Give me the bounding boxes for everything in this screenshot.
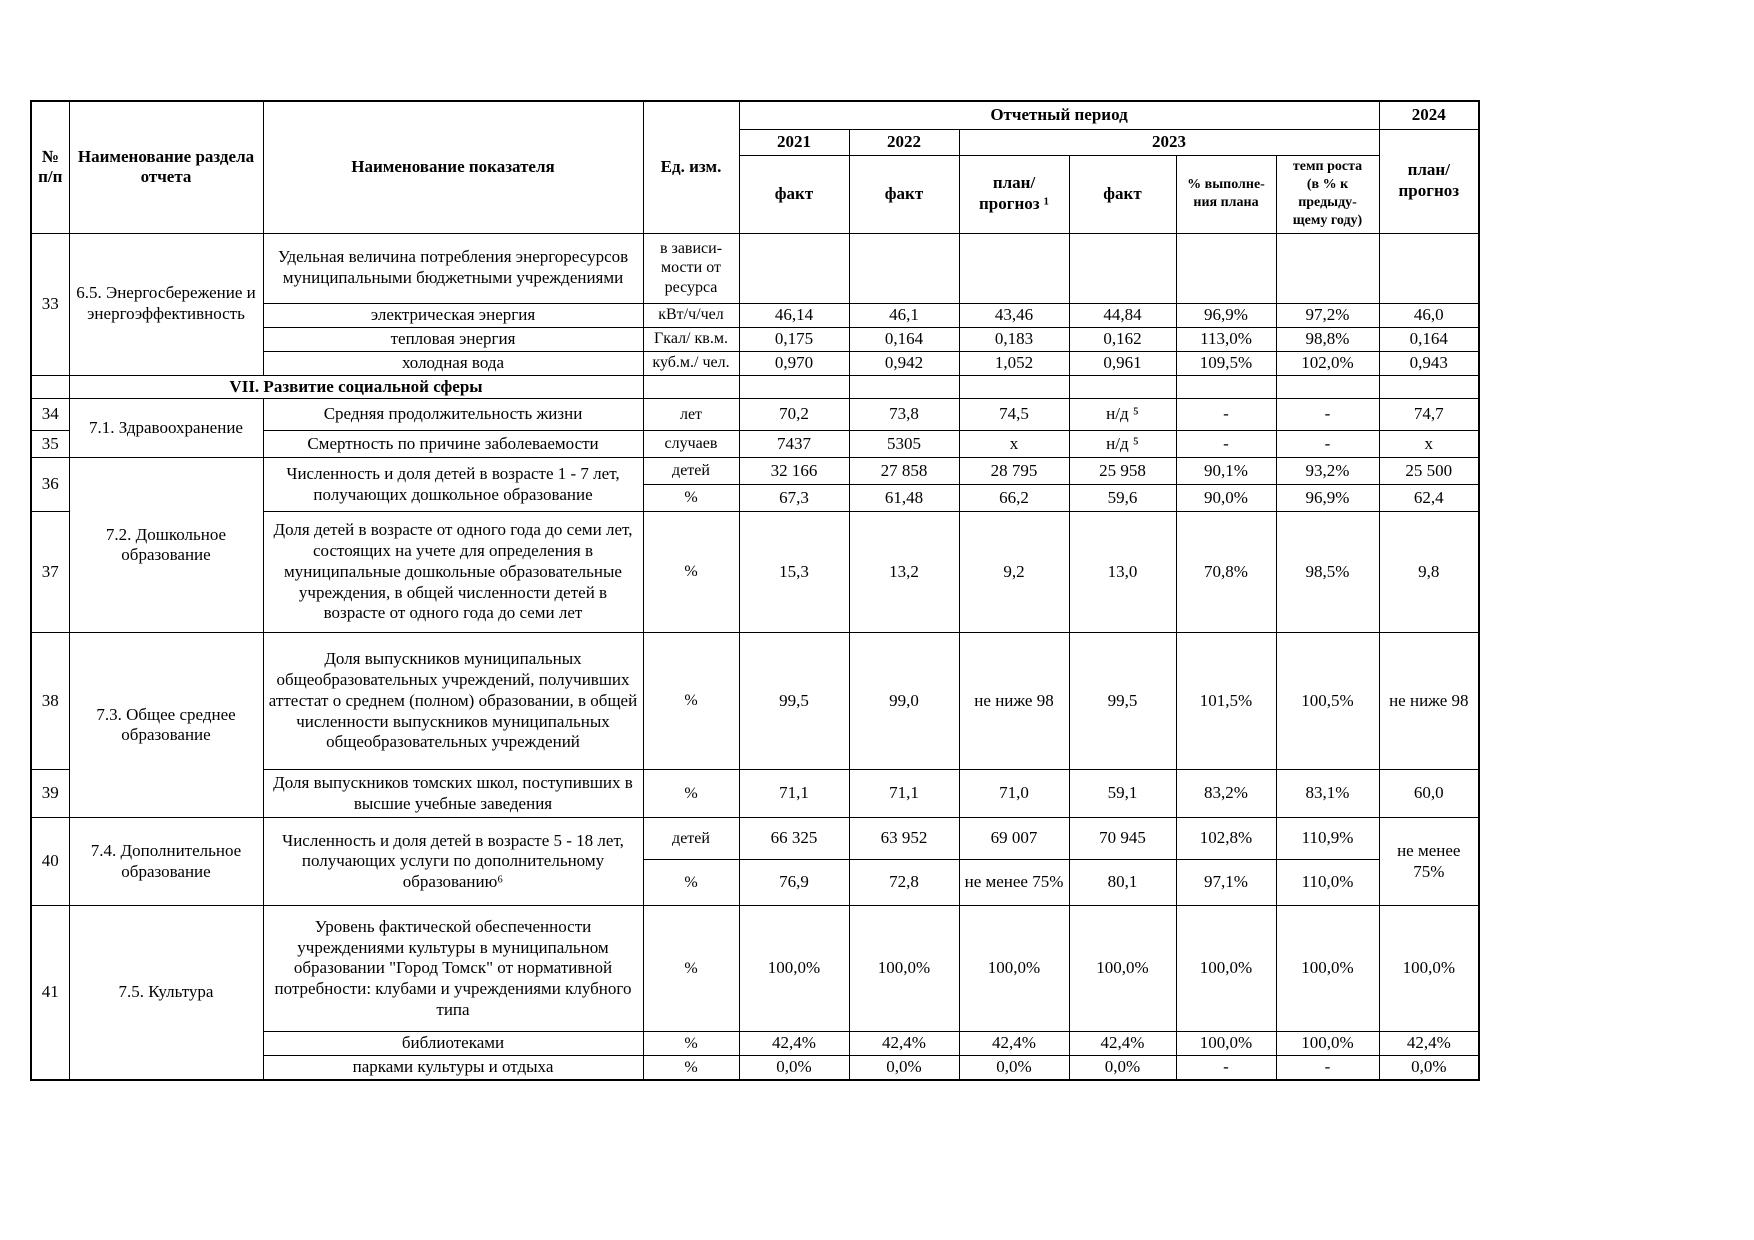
col-header-fact-2023: факт <box>1069 155 1176 233</box>
value-cell: 100,0% <box>1276 906 1379 1032</box>
value-cell: 70 945 <box>1069 818 1176 860</box>
value-cell: не менее 75% <box>1379 818 1479 906</box>
value-cell: 102,8% <box>1176 818 1276 860</box>
value-cell: 76,9 <box>739 860 849 906</box>
value-cell: 0,943 <box>1379 351 1479 375</box>
value-cell: - <box>1276 399 1379 431</box>
value-cell: 59,1 <box>1069 770 1176 818</box>
value-cell: - <box>1176 399 1276 431</box>
empty-cell <box>739 375 849 399</box>
section-name: 7.2. Дошкольное образование <box>69 458 263 633</box>
section-header-row <box>31 375 1479 399</box>
unit-cell: Гкал/ кв.м. <box>643 327 739 351</box>
value-cell: н/д ⁵ <box>1069 431 1176 458</box>
value-cell: 0,175 <box>739 327 849 351</box>
empty-cell <box>1176 233 1276 303</box>
value-cell: 7437 <box>739 431 849 458</box>
table-row <box>31 233 1479 303</box>
unit-cell: % <box>643 512 739 633</box>
row-number: 39 <box>31 770 69 818</box>
value-cell: 97,2% <box>1276 303 1379 327</box>
empty-cell <box>1069 233 1176 303</box>
value-cell: 0,0% <box>849 1055 959 1079</box>
unit-cell: детей <box>643 818 739 860</box>
value-cell: 99,0 <box>849 633 959 770</box>
value-cell: 110,0% <box>1276 860 1379 906</box>
table-row <box>31 633 1479 770</box>
value-cell: 66,2 <box>959 485 1069 512</box>
value-cell: 98,5% <box>1276 512 1379 633</box>
value-cell: 1,052 <box>959 351 1069 375</box>
value-cell: 100,0% <box>849 906 959 1032</box>
row-number: 35 <box>31 431 69 458</box>
value-cell: 28 795 <box>959 458 1069 485</box>
value-cell: 0,164 <box>849 327 959 351</box>
value-cell: 9,8 <box>1379 512 1479 633</box>
empty-cell <box>643 375 739 399</box>
value-cell: 113,0% <box>1176 327 1276 351</box>
unit-cell: % <box>643 485 739 512</box>
empty-cell <box>739 233 849 303</box>
value-cell: 100,0% <box>739 906 849 1032</box>
value-cell: 46,1 <box>849 303 959 327</box>
value-cell: 100,0% <box>1069 906 1176 1032</box>
row-number: 38 <box>31 633 69 770</box>
row-number: 36 <box>31 458 69 512</box>
value-cell: 96,9% <box>1176 303 1276 327</box>
value-cell: 67,3 <box>739 485 849 512</box>
table-row <box>31 818 1479 860</box>
value-cell: 74,5 <box>959 399 1069 431</box>
unit-cell: детей <box>643 458 739 485</box>
value-cell: 93,2% <box>1276 458 1379 485</box>
value-cell: 42,4% <box>1379 1032 1479 1056</box>
value-cell: х <box>1379 431 1479 458</box>
indicator-name: Численность и доля детей в возрасте 1 - 7 лет, получающих дошкольное образование <box>263 458 643 512</box>
value-cell: 5305 <box>849 431 959 458</box>
value-cell: н/д ⁵ <box>1069 399 1176 431</box>
value-cell: 98,8% <box>1276 327 1379 351</box>
unit-cell: % <box>643 633 739 770</box>
value-cell: 25 500 <box>1379 458 1479 485</box>
col-header-growth-rate: темп роста (в % к предыду- щему году) <box>1276 155 1379 233</box>
unit-cell: лет <box>643 399 739 431</box>
value-cell: 0,942 <box>849 351 959 375</box>
section-name: 7.5. Культура <box>69 906 263 1080</box>
value-cell: 71,1 <box>739 770 849 818</box>
value-cell: 0,0% <box>959 1055 1069 1079</box>
empty-cell <box>959 233 1069 303</box>
indicator-name: холодная вода <box>263 351 643 375</box>
value-cell: 99,5 <box>739 633 849 770</box>
value-cell: 66 325 <box>739 818 849 860</box>
value-cell: 90,1% <box>1176 458 1276 485</box>
value-cell: 46,14 <box>739 303 849 327</box>
empty-cell <box>849 375 959 399</box>
value-cell: 100,0% <box>1379 906 1479 1032</box>
table-body <box>31 233 1479 1080</box>
value-cell: 96,9% <box>1276 485 1379 512</box>
value-cell: - <box>1176 1055 1276 1079</box>
indicator-name: Уровень фактической обеспеченности учреждениями культуры в муниципальном образовании "Город Томск" от нормативной потребности: клубами и учреждениями клубного типа <box>263 906 643 1032</box>
col-header-2022: 2022 <box>849 129 959 155</box>
indicator-name: Численность и доля детей в возрасте 5 - 18 лет, получающих услуги по дополнительному образованию⁶ <box>263 818 643 906</box>
value-cell: 102,0% <box>1276 351 1379 375</box>
value-cell: 80,1 <box>1069 860 1176 906</box>
indicators-table <box>30 100 1480 1081</box>
indicator-name: Смертность по причине заболеваемости <box>263 431 643 458</box>
value-cell: 63 952 <box>849 818 959 860</box>
empty-cell <box>1276 375 1379 399</box>
value-cell: 62,4 <box>1379 485 1479 512</box>
section-name: 7.4. Дополнительное образование <box>69 818 263 906</box>
unit-cell: в зависи- мости от ресурса <box>643 233 739 303</box>
value-cell: 110,9% <box>1276 818 1379 860</box>
table-row <box>31 458 1479 485</box>
value-cell: 100,0% <box>1176 1032 1276 1056</box>
value-cell: не ниже 98 <box>959 633 1069 770</box>
indicator-name: тепловая энергия <box>263 327 643 351</box>
empty-cell <box>1176 375 1276 399</box>
empty-cell <box>31 375 69 399</box>
value-cell: 74,7 <box>1379 399 1479 431</box>
col-header-plan-2023: план/ прогноз ¹ <box>959 155 1069 233</box>
unit-cell: % <box>643 770 739 818</box>
value-cell: 71,1 <box>849 770 959 818</box>
row-number: 33 <box>31 233 69 375</box>
value-cell: 13,2 <box>849 512 959 633</box>
value-cell: 0,0% <box>1069 1055 1176 1079</box>
unit-cell: случаев <box>643 431 739 458</box>
empty-cell <box>1379 233 1479 303</box>
col-header-reporting-period: Отчетный период <box>739 101 1379 129</box>
value-cell: 0,162 <box>1069 327 1176 351</box>
value-cell: 97,1% <box>1176 860 1276 906</box>
indicator-name: библиотеками <box>263 1032 643 1056</box>
value-cell: не менее 75% <box>959 860 1069 906</box>
unit-cell: кВт/ч/чел <box>643 303 739 327</box>
col-header-2024: 2024 <box>1379 101 1479 129</box>
value-cell: 0,164 <box>1379 327 1479 351</box>
value-cell: 25 958 <box>1069 458 1176 485</box>
indicator-name: Средняя продолжительность жизни <box>263 399 643 431</box>
empty-cell <box>959 375 1069 399</box>
value-cell: 42,4% <box>739 1032 849 1056</box>
section-title: VII. Развитие социальной сферы <box>69 375 643 399</box>
value-cell: 72,8 <box>849 860 959 906</box>
value-cell: 60,0 <box>1379 770 1479 818</box>
value-cell: 9,2 <box>959 512 1069 633</box>
col-header-num: № п/п <box>31 101 69 233</box>
value-cell: 13,0 <box>1069 512 1176 633</box>
empty-cell <box>849 233 959 303</box>
unit-cell: % <box>643 1055 739 1079</box>
value-cell: 109,5% <box>1176 351 1276 375</box>
col-header-plan-2024: план/ прогноз <box>1379 129 1479 233</box>
value-cell: 27 858 <box>849 458 959 485</box>
value-cell: 44,84 <box>1069 303 1176 327</box>
row-number: 40 <box>31 818 69 906</box>
row-number: 37 <box>31 512 69 633</box>
value-cell: 42,4% <box>849 1032 959 1056</box>
empty-cell <box>1379 375 1479 399</box>
indicator-name: парками культуры и отдыха <box>263 1055 643 1079</box>
col-header-indicator: Наименование показателя <box>263 101 643 233</box>
value-cell: 59,6 <box>1069 485 1176 512</box>
value-cell: 100,5% <box>1276 633 1379 770</box>
value-cell: 100,0% <box>1276 1032 1379 1056</box>
value-cell: - <box>1176 431 1276 458</box>
unit-cell: % <box>643 1032 739 1056</box>
section-name: 7.1. Здравоохранение <box>69 399 263 458</box>
col-header-pct-plan: % выполне- ния плана <box>1176 155 1276 233</box>
value-cell: 90,0% <box>1176 485 1276 512</box>
col-header-fact-2021: факт <box>739 155 849 233</box>
section-name: 7.3. Общее среднее образование <box>69 633 263 818</box>
value-cell: 101,5% <box>1176 633 1276 770</box>
col-header-section: Наименование раздела отчета <box>69 101 263 233</box>
col-header-fact-2022: факт <box>849 155 959 233</box>
value-cell: 70,2 <box>739 399 849 431</box>
unit-cell: % <box>643 906 739 1032</box>
value-cell: 69 007 <box>959 818 1069 860</box>
empty-cell <box>1069 375 1176 399</box>
value-cell: 32 166 <box>739 458 849 485</box>
value-cell: 42,4% <box>959 1032 1069 1056</box>
col-header-2021: 2021 <box>739 129 849 155</box>
indicator-name: Доля детей в возрасте от одного года до семи лет, состоящих на учете для определения в муниципальные дошкольные образовательные учреждения, в общей численности детей в возрасте от одного года до семи лет <box>263 512 643 633</box>
value-cell: - <box>1276 431 1379 458</box>
unit-cell: % <box>643 860 739 906</box>
section-name: 6.5. Энергосбережение и энергоэффективность <box>69 233 263 375</box>
value-cell: 83,2% <box>1176 770 1276 818</box>
value-cell: 0,0% <box>1379 1055 1479 1079</box>
value-cell: 0,970 <box>739 351 849 375</box>
row-number: 34 <box>31 399 69 431</box>
table-row <box>31 906 1479 1032</box>
row-number: 41 <box>31 906 69 1080</box>
value-cell: 70,8% <box>1176 512 1276 633</box>
value-cell: 42,4% <box>1069 1032 1176 1056</box>
value-cell: 100,0% <box>959 906 1069 1032</box>
value-cell: 100,0% <box>1176 906 1276 1032</box>
table-row <box>31 399 1479 431</box>
col-header-2023: 2023 <box>959 129 1379 155</box>
empty-cell <box>1276 233 1379 303</box>
value-cell: 73,8 <box>849 399 959 431</box>
indicator-name: электрическая энергия <box>263 303 643 327</box>
value-cell: 0,0% <box>739 1055 849 1079</box>
value-cell: 71,0 <box>959 770 1069 818</box>
value-cell: 43,46 <box>959 303 1069 327</box>
value-cell: не ниже 98 <box>1379 633 1479 770</box>
value-cell: 99,5 <box>1069 633 1176 770</box>
value-cell: 0,961 <box>1069 351 1176 375</box>
value-cell: х <box>959 431 1069 458</box>
col-header-unit: Ед. изм. <box>643 101 739 233</box>
indicator-name: Удельная величина потребления энергоресурсов муниципальными бюджетными учреждениями <box>263 233 643 303</box>
indicator-name: Доля выпускников томских школ, поступивших в высшие учебные заведения <box>263 770 643 818</box>
value-cell: 61,48 <box>849 485 959 512</box>
value-cell: 15,3 <box>739 512 849 633</box>
table-header <box>31 101 1479 233</box>
value-cell: - <box>1276 1055 1379 1079</box>
value-cell: 83,1% <box>1276 770 1379 818</box>
unit-cell: куб.м./ чел. <box>643 351 739 375</box>
value-cell: 46,0 <box>1379 303 1479 327</box>
indicator-name: Доля выпускников муниципальных общеобразовательных учреждений, получивших аттестат о среднем (полном) образовании, в общей численности выпускников муниципальных общеобразовательных учреждений <box>263 633 643 770</box>
value-cell: 0,183 <box>959 327 1069 351</box>
